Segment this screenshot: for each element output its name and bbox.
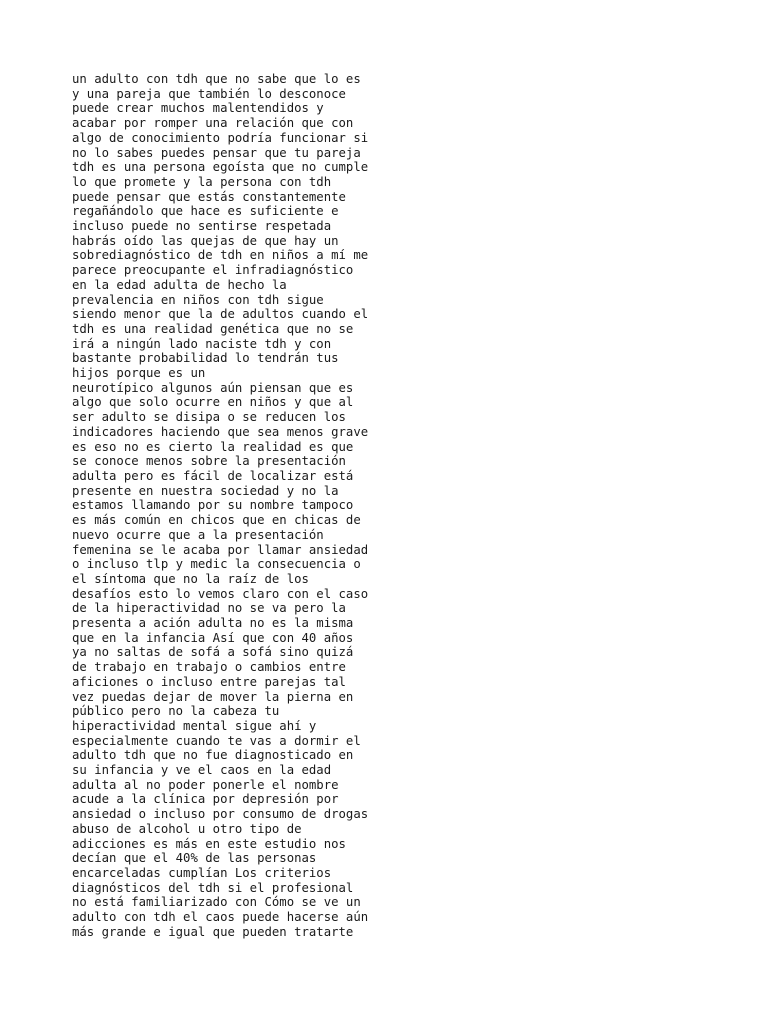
text-line: adulta al no poder ponerle el nombre xyxy=(72,777,339,792)
text-line: femenina se le acaba por llamar ansiedad xyxy=(72,542,369,557)
text-line: nuevo ocurre que a la presentación xyxy=(72,527,324,542)
text-line: tdh es una persona egoísta que no cumple xyxy=(72,160,369,175)
text-line: neurotípico algunos aún piensan que es xyxy=(72,380,354,395)
text-line: incluso puede no sentirse respetada xyxy=(72,219,332,234)
text-line: puede pensar que estás constantemente xyxy=(72,189,346,204)
text-line: que en la infancia Así que con 40 años xyxy=(72,630,354,645)
text-line: adulto tdh que no fue diagnosticado en xyxy=(72,748,354,763)
text-line: presenta a ación adulta no es la misma xyxy=(72,616,354,631)
text-line: regañándolo que hace es suficiente e xyxy=(72,204,339,219)
text-line: aficiones o incluso entre parejas tal xyxy=(72,674,346,689)
text-line: irá a ningún lado naciste tdh y con xyxy=(72,336,332,351)
text-line: especialmente cuando te vas a dormir el xyxy=(72,733,361,748)
text-line: en la edad adulta de hecho la xyxy=(72,277,287,292)
text-line: acabar por romper una relación que con xyxy=(72,116,354,131)
text-line: es eso no es cierto la realidad es que xyxy=(72,439,354,454)
text-line: ansiedad o incluso por consumo de drogas xyxy=(72,807,369,822)
text-line: de trabajo en trabajo o cambios entre xyxy=(72,660,346,675)
text-line: el síntoma que no la raíz de los xyxy=(72,571,309,586)
text-line: presente en nuestra sociedad y no la xyxy=(72,483,339,498)
text-line: es más común en chicos que en chicas de xyxy=(72,513,361,528)
text-line: acude a la clínica por depresión por xyxy=(72,792,339,807)
text-line: parece preocupante el infradiagnóstico xyxy=(72,263,354,278)
text-line: no lo sabes puedes pensar que tu pareja xyxy=(72,145,361,160)
text-line: abuso de alcohol u otro tipo de xyxy=(72,821,302,836)
text-line: puede crear muchos malentendidos y xyxy=(72,101,324,116)
text-line: estamos llamando por su nombre tampoco xyxy=(72,498,354,513)
text-line: bastante probabilidad lo tendrán tus xyxy=(72,351,339,366)
document-page xyxy=(72,72,392,939)
text-line: ya no saltas de sofá a sofá sino quizá xyxy=(72,645,354,660)
text-line: se conoce menos sobre la presentación xyxy=(72,454,346,469)
text-line: tdh es una realidad genética que no se xyxy=(72,321,354,336)
text-line: adulto con tdh el caos puede hacerse aún xyxy=(72,910,369,925)
text-line: lo que promete y la persona con tdh xyxy=(72,174,332,189)
text-line: hijos porque es un xyxy=(72,366,206,381)
text-line: habrás oído las quejas de que hay un xyxy=(72,233,339,248)
text-line: algo que solo ocurre en niños y que al xyxy=(72,395,354,410)
text-line: prevalencia en niños con tdh sigue xyxy=(72,292,324,307)
text-line: su infancia y ve el caos en la edad xyxy=(72,763,332,778)
text-line: desafíos esto lo vemos claro con el caso xyxy=(72,586,369,601)
body-text xyxy=(72,72,392,939)
text-line: algo de conocimiento podría funcionar si xyxy=(72,130,369,145)
text-line: diagnósticos del tdh si el profesional xyxy=(72,880,354,895)
text-line: de la hiperactividad no se va pero la xyxy=(72,601,346,616)
text-line: un adulto con tdh que no sabe que lo es xyxy=(72,72,361,86)
text-line: más grande e igual que pueden tratarte xyxy=(72,924,354,939)
text-line: no está familiarizado con Cómo se ve un xyxy=(72,895,361,910)
text-line: siendo menor que la de adultos cuando el xyxy=(72,307,369,322)
text-line: vez puedas dejar de mover la pierna en xyxy=(72,689,354,704)
text-line: decían que el 40% de las personas xyxy=(72,851,317,866)
text-line: público pero no la cabeza tu xyxy=(72,704,280,719)
text-line: encarceladas cumplían Los criterios xyxy=(72,865,332,880)
text-line: hiperactividad mental sigue ahí y xyxy=(72,718,317,733)
text-line: sobrediagnóstico de tdh en niños a mí me xyxy=(72,248,369,263)
text-line: y una pareja que también lo desconoce xyxy=(72,86,346,101)
text-line: ser adulto se disipa o se reducen los xyxy=(72,410,346,425)
text-line: adulta pero es fácil de localizar está xyxy=(72,468,354,483)
text-line: adicciones es más en este estudio nos xyxy=(72,836,346,851)
text-line: o incluso tlp y medic la consecuencia o xyxy=(72,557,361,572)
text-line: indicadores haciendo que sea menos grave xyxy=(72,424,369,439)
